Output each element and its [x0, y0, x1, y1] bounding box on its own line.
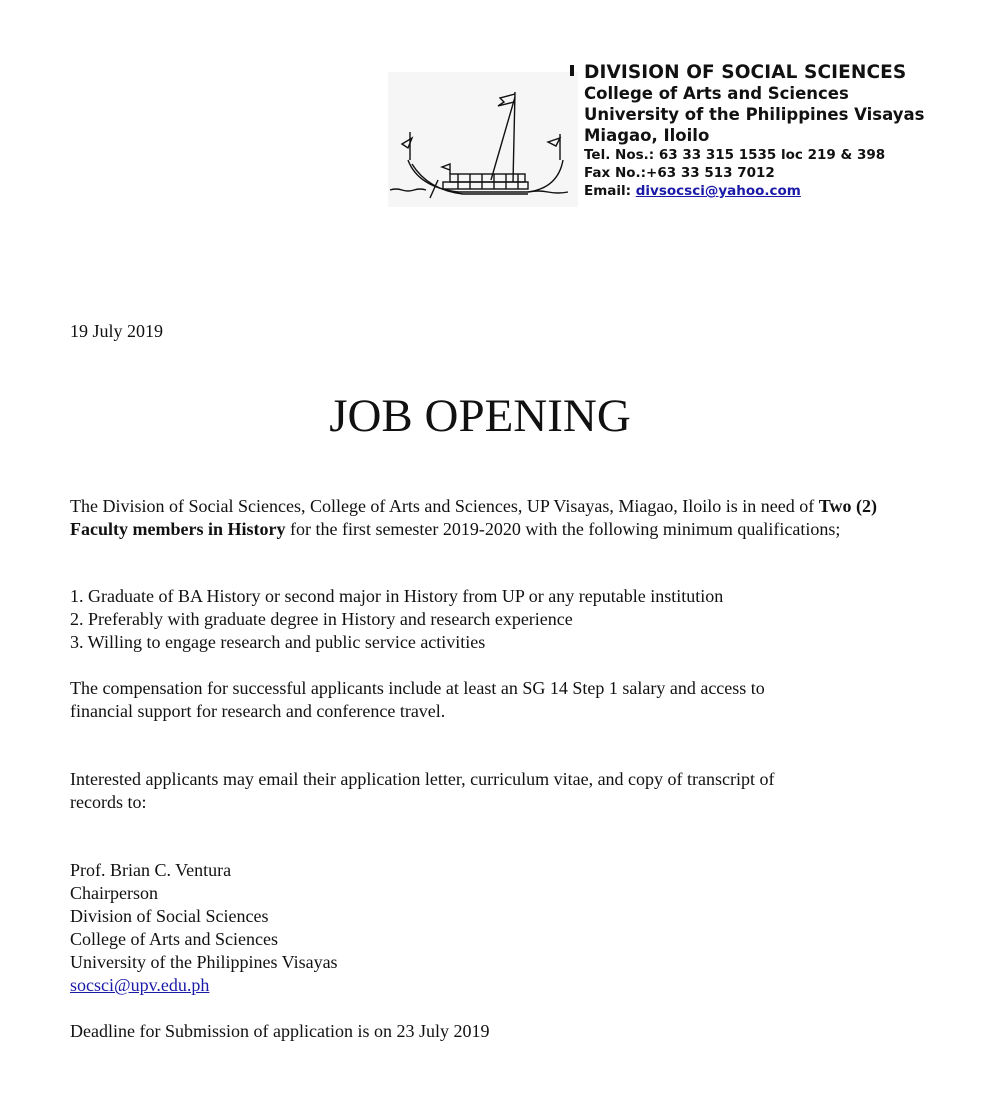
compensation-paragraph: [70, 677, 765, 723]
signatory-name: Prof. Brian C. Ventura: [70, 860, 232, 880]
application-line: Interested applicants may email their application letter, curriculum vitae, and copy of transcript of: [70, 769, 775, 789]
boat-logo-icon: [388, 72, 578, 207]
letter-date: 19 July 2019: [70, 321, 164, 341]
letterhead-email-line: [584, 182, 924, 200]
application-instructions: [70, 768, 775, 814]
location: Miagao, Iloilo: [584, 126, 710, 145]
telephone-numbers: Tel. Nos.: 63 33 315 1535 loc 219 & 398: [584, 147, 886, 163]
qualification-item: 1. Graduate of BA History or second major in History from UP or any reputable institution: [70, 586, 724, 606]
deadline-notice: Deadline for Submission of application is on 23 July 2019: [70, 1021, 490, 1041]
qualification-item: 2. Preferably with graduate degree in History and research experience: [70, 609, 573, 629]
intro-text-2: for the first semester 2019-2020 with the following minimum qualifications;: [285, 519, 841, 539]
email-label: Email:: [584, 183, 636, 199]
application-line: records to:: [70, 792, 147, 812]
letterhead-marker: [570, 65, 574, 76]
compensation-line: financial support for research and conference travel.: [70, 701, 446, 721]
qualification-item: 3. Willing to engage research and public service activities: [70, 632, 486, 652]
signatory-college: College of Arts and Sciences: [70, 929, 278, 949]
signatory-university: University of the Philippines Visayas: [70, 952, 338, 972]
letterhead-email-link[interactable]: divsocsci@yahoo.com: [635, 183, 801, 199]
signatory-block: [70, 859, 338, 997]
position-highlight: Two (2) Faculty members in History: [70, 496, 877, 539]
signatory-email-link[interactable]: socsci@upv.edu.ph: [70, 975, 210, 995]
intro-text-1: The Division of Social Sciences, College of Arts and Sciences, UP Visayas, Miagao, Iloilo is in need of: [70, 496, 819, 516]
page-title: JOB OPENING: [329, 390, 631, 442]
qualifications-list: [70, 585, 723, 654]
intro-paragraph: [70, 495, 890, 541]
signatory-division: Division of Social Sciences: [70, 906, 269, 926]
university-name: University of the Philippines Visayas: [584, 105, 925, 124]
college-name: College of Arts and Sciences: [584, 84, 849, 103]
signatory-position: Chairperson: [70, 883, 158, 903]
fax-number: Fax No.:+63 33 513 7012: [584, 165, 775, 181]
compensation-line: The compensation for successful applicants include at least an SG 14 Step 1 salary and access to: [70, 678, 765, 698]
boat-logo-drawing: [388, 72, 578, 207]
division-name: DIVISION OF SOCIAL SCIENCES: [584, 62, 907, 83]
